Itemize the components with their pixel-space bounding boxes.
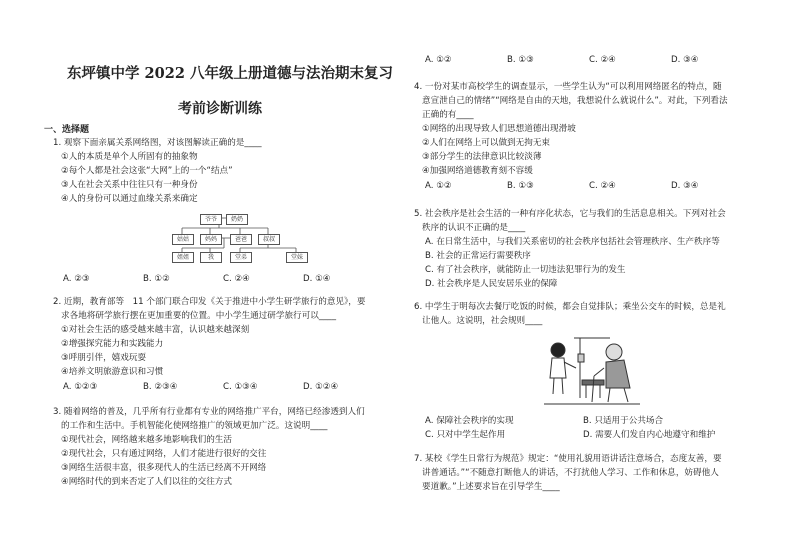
q5-option: C. 有了社会秩序，就能防止一切违法犯罪行为的发生 [425,265,626,275]
q3-option: D. ③④ [671,55,699,65]
q3-option: B. ①③ [507,55,534,65]
q4-item: ②人们在网络上可以做到无拘无束 [422,138,551,148]
tree-node-cousin-sister: 堂妹 [286,252,308,263]
q4-stem: 正确的有____ [422,110,474,120]
q6-illustration [544,332,640,412]
section-label: 一、选择题 [44,125,90,135]
q6-option: C. 只对中学生起作用 [425,430,506,440]
q2-item: ③呼朋引伴，嬉戏玩耍 [61,353,147,363]
q7-stem: 讲普通话。”“不随意打断他人的讲话，不打扰他人学习、工作和休息，妨碍他人 [422,468,719,478]
page-title: 东坪镇中学 2022 八年级上册道德与法治期末复习 [67,65,393,82]
tree-node-me: 我 [200,252,222,263]
q6-stem: 让他人。这说明，社会规则____ [422,316,543,326]
q7-stem: 7. 某校《学生日常行为规范》规定：“使用礼貌用语讲话注意场合，态度友善，要 [414,454,722,464]
tree-node-grandpa: 爷爷 [200,214,222,225]
q4-option: C. ②④ [589,181,616,191]
q3-item: ③网络生活很丰富，很多现代人的生活已经离不开网络 [61,463,267,473]
tree-node-sister: 姐姐 [172,252,194,263]
q4-item: ④加强网络道德教育刻不容缓 [422,166,533,176]
q4-option: D. ③④ [671,181,699,191]
q1-option: D. ①④ [303,274,331,284]
q6-option: A. 保障社会秩序的实现 [425,416,514,426]
tree-node-uncle: 叔叔 [258,234,280,245]
q1-option: A. ②③ [63,274,90,284]
q5-option: A. 在日常生活中，与我们关系密切的社会秩序包括社会管理秩序、生产秩序等 [425,237,720,247]
q3-item: ②现代社会，只有通过网络，人们才能进行很好的交往 [61,449,267,459]
q4-option: A. ①② [425,181,452,191]
tree-node-aunt: 姑姑 [172,234,194,245]
q1-item: ④人的身份可以通过血缘关系来确定 [61,194,198,204]
q2-option: C. ①③④ [223,382,258,392]
q2-stem: 求各地将研学旅行摆在更加重要的位置。中小学生通过研学旅行可以____ [61,311,337,321]
q1-item: ③人在社会关系中往往只有一种身份 [61,180,198,190]
q3-item: ①现代社会，网络越来越多地影响我们的生活 [61,435,232,445]
q2-option: B. ②③④ [143,382,178,392]
q1-option: B. ①② [143,274,170,284]
q2-stem: 2. 近期，教育部等 11 个部门联合印发《关于推进中小学生研学旅行的意见》，要 [53,297,366,307]
q4-item: ③部分学生的法律意识比较淡薄 [422,152,542,162]
q3-option: A. ①② [425,55,452,65]
q4-stem: 4. 一份对某市高校学生的调查显示，一些学生认为“可以利用网络匿名的特点，随 [414,82,722,92]
q2-item: ②增强探究能力和实践能力 [61,339,164,349]
q3-stem: 3. 随着网络的普及，几乎所有行业都有专业的网络推广平台，网络已经渗透到人们 [53,407,365,417]
q3-option: C. ②④ [589,55,616,65]
q4-item: ①网络的出现导致人们思想道德出现滑坡 [422,124,576,134]
q6-option: D. 需要人们发自内心地遵守和维护 [583,430,716,440]
q5-stem: 秩序的认识不正确的是____ [422,223,526,233]
q5-option: D. 社会秩序是人民安居乐业的保障 [425,279,558,289]
q2-item: ①对社会生活的感受越来越丰富，认识越来越深刻 [61,325,250,335]
tree-node-dad: 爸爸 [230,234,252,245]
q1-option: C. ②④ [223,274,250,284]
q1-stem: 1. 观察下面亲属关系网络图，对该图解读正确的是____ [53,138,262,148]
tree-node-grandma: 奶奶 [226,214,248,225]
q1-item: ②每个人都是社会这张“大网”上的一个“结点” [61,166,233,176]
q3-item: ④网络时代的到来否定了人们以往的交往方式 [61,477,232,487]
q3-stem: 的工作和生活中。手机智能化使网络推广的领域更加广泛。这说明____ [61,421,328,431]
q7-stem: 要道歉。”上述要求旨在引导学生____ [422,482,560,492]
q6-stem: 6. 中学生于明每次去餐厅吃饭的时候，都会自觉排队；乘坐公交车的时候，总是礼 [414,302,726,312]
tree-node-cousin-brother: 堂弟 [230,252,252,263]
q5-stem: 5. 社会秩序是社会生活的一种有序化状态，它与我们的生活息息相关。下列对社会 [414,209,726,219]
q1-item: ①人的本质是单个人所固有的抽象物 [61,152,198,162]
q2-option: A. ①②③ [63,382,98,392]
page-subtitle: 考前诊断训练 [178,101,262,117]
q2-item: ④培养文明旅游意识和习惯 [61,367,164,377]
q4-stem: 意宣泄自己的情绪”“网络是自由的天地，我想说什么就说什么”。对此，下列看法 [422,96,728,106]
q5-option: B. 社会的正常运行需要秩序 [425,251,531,261]
q6-option: B. 只适用于公共场合 [583,416,664,426]
q2-option: D. ①②④ [303,382,339,392]
tree-node-mom: 妈妈 [200,234,222,245]
q4-option: B. ①③ [507,181,534,191]
